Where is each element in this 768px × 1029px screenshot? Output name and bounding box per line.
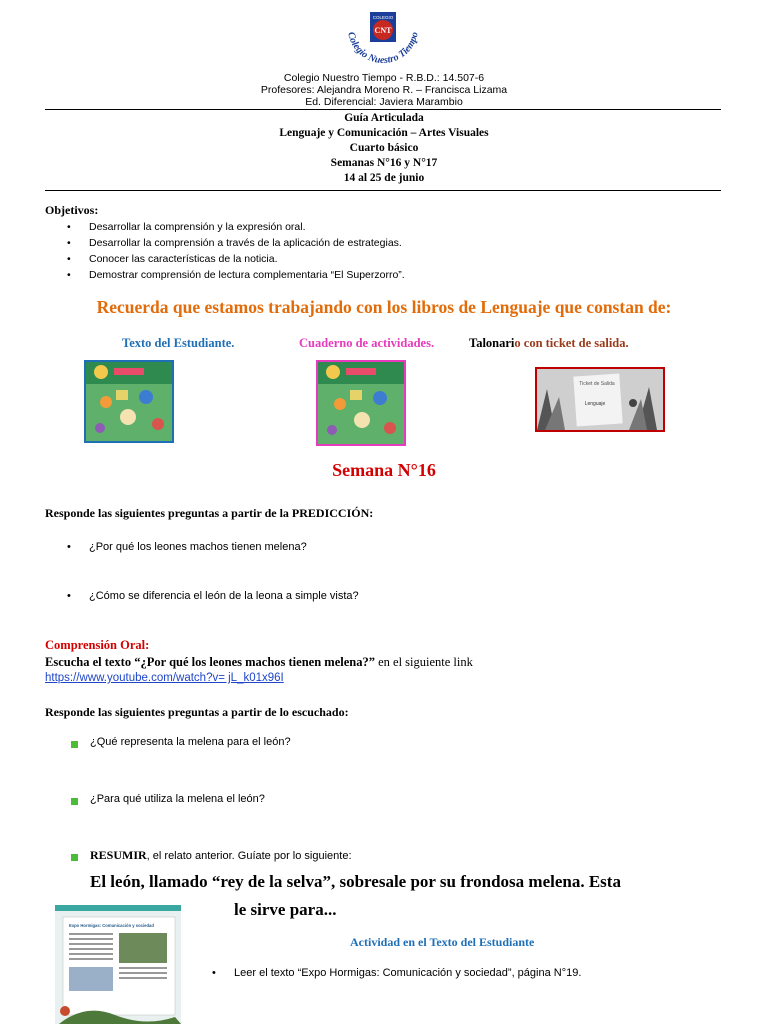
objective-item: • Desarrollar la comprensión a través de la aplicación de estrategias.: [45, 235, 405, 251]
resumir-instruction: RESUMIR, el relato anterior. Guíate por lo siguiente:: [90, 848, 352, 862]
prediction-q2: • ¿Cómo se diferencia el león de la leona a simple vista?: [45, 590, 359, 602]
prediction-q1: • ¿Por qué los leones machos tienen melena?: [45, 541, 307, 553]
green-bullet-icon: [71, 854, 78, 861]
objectives-heading: Objetivos:: [45, 203, 99, 217]
objective-item: • Demostrar comprensión de lectura complementaria “El Superzorro”.: [45, 267, 405, 283]
svg-text:COLEGIO: COLEGIO: [372, 15, 394, 20]
prediction-heading: Responde las siguientes preguntas a partir de la PREDICCIÓN:: [45, 506, 374, 520]
school-info: Colegio Nuestro Tiempo - R.B.D.: 14.507-6: [283, 72, 485, 84]
svg-text:Expo Hormigas: Comunicación y: Expo Hormigas: Comunicación y sociedad: [69, 923, 154, 928]
listened-heading: Responde las siguientes preguntas a partir de lo escuchado:: [45, 705, 349, 719]
activity-heading: Actividad en el Texto del Estudiante: [350, 935, 535, 949]
talonario-cover: [535, 367, 665, 432]
objective-item: • Desarrollar la comprensión y la expresión oral.: [45, 219, 405, 235]
objective-item: • Conocer las características de la noticia.: [45, 251, 405, 267]
teachers-info: Profesores: Alejandra Moreno R. – Francisca Lizama: [260, 84, 508, 96]
youtube-link[interactable]: https://www.youtube.com/watch?v= jL_k01x96I: [45, 672, 284, 684]
school-logo: [340, 8, 426, 74]
listen-instruction: Escucha el texto “¿Por qué los leones machos tienen melena?” en el siguiente link: [45, 655, 473, 669]
activity-item: • Leer el texto “Expo Hormigas: Comunicación y sociedad”, página N°19.: [190, 967, 581, 979]
green-bullet-icon: [71, 741, 78, 748]
texto-estudiante-cover: [84, 360, 174, 443]
svg-text:Ticket de Salida: Ticket de Salida: [579, 381, 615, 387]
oral-heading: Comprensión Oral:: [45, 638, 150, 652]
activity-page-thumbnail: [55, 905, 181, 1024]
svg-text:Colegio Nuestro Tiempo: Colegio Nuestro Tiempo: [345, 30, 421, 67]
listened-q1: ¿Qué representa la melena para el león?: [90, 736, 291, 748]
objectives-list: [45, 219, 405, 283]
summary-prompt: El león, llamado “rey de la selva”, sobresale por su frondosa melena. Esta le sirve para...: [90, 872, 621, 919]
title-divider: [45, 190, 721, 191]
green-bullet-icon: [71, 798, 78, 805]
week-title: Semana N°16: [332, 460, 436, 480]
svg-text:CNT: CNT: [374, 26, 392, 35]
guide-title: Guía Articulada Lenguaje y Comunicación – Artes Visuales Cuarto básico Semanas N°16 y N°17 14 al 25 de junio: [279, 112, 489, 184]
books-reminder: Recuerda que estamos trabajando con los libros de Lenguaje que constan de:: [96, 297, 672, 317]
svg-text:Lenguaje: Lenguaje: [584, 401, 606, 407]
label-cuaderno: Cuaderno de actividades.: [299, 336, 435, 350]
cuaderno-cover: [316, 360, 406, 446]
label-talonario: Talonario con ticket de salida.: [469, 336, 629, 350]
label-texto-estudiante: Texto del Estudiante.: [122, 336, 235, 350]
differential-info: Ed. Diferencial: Javiera Marambio: [305, 96, 463, 108]
header-divider: [45, 109, 721, 110]
listened-q2: ¿Para qué utiliza la melena el león?: [90, 793, 265, 805]
